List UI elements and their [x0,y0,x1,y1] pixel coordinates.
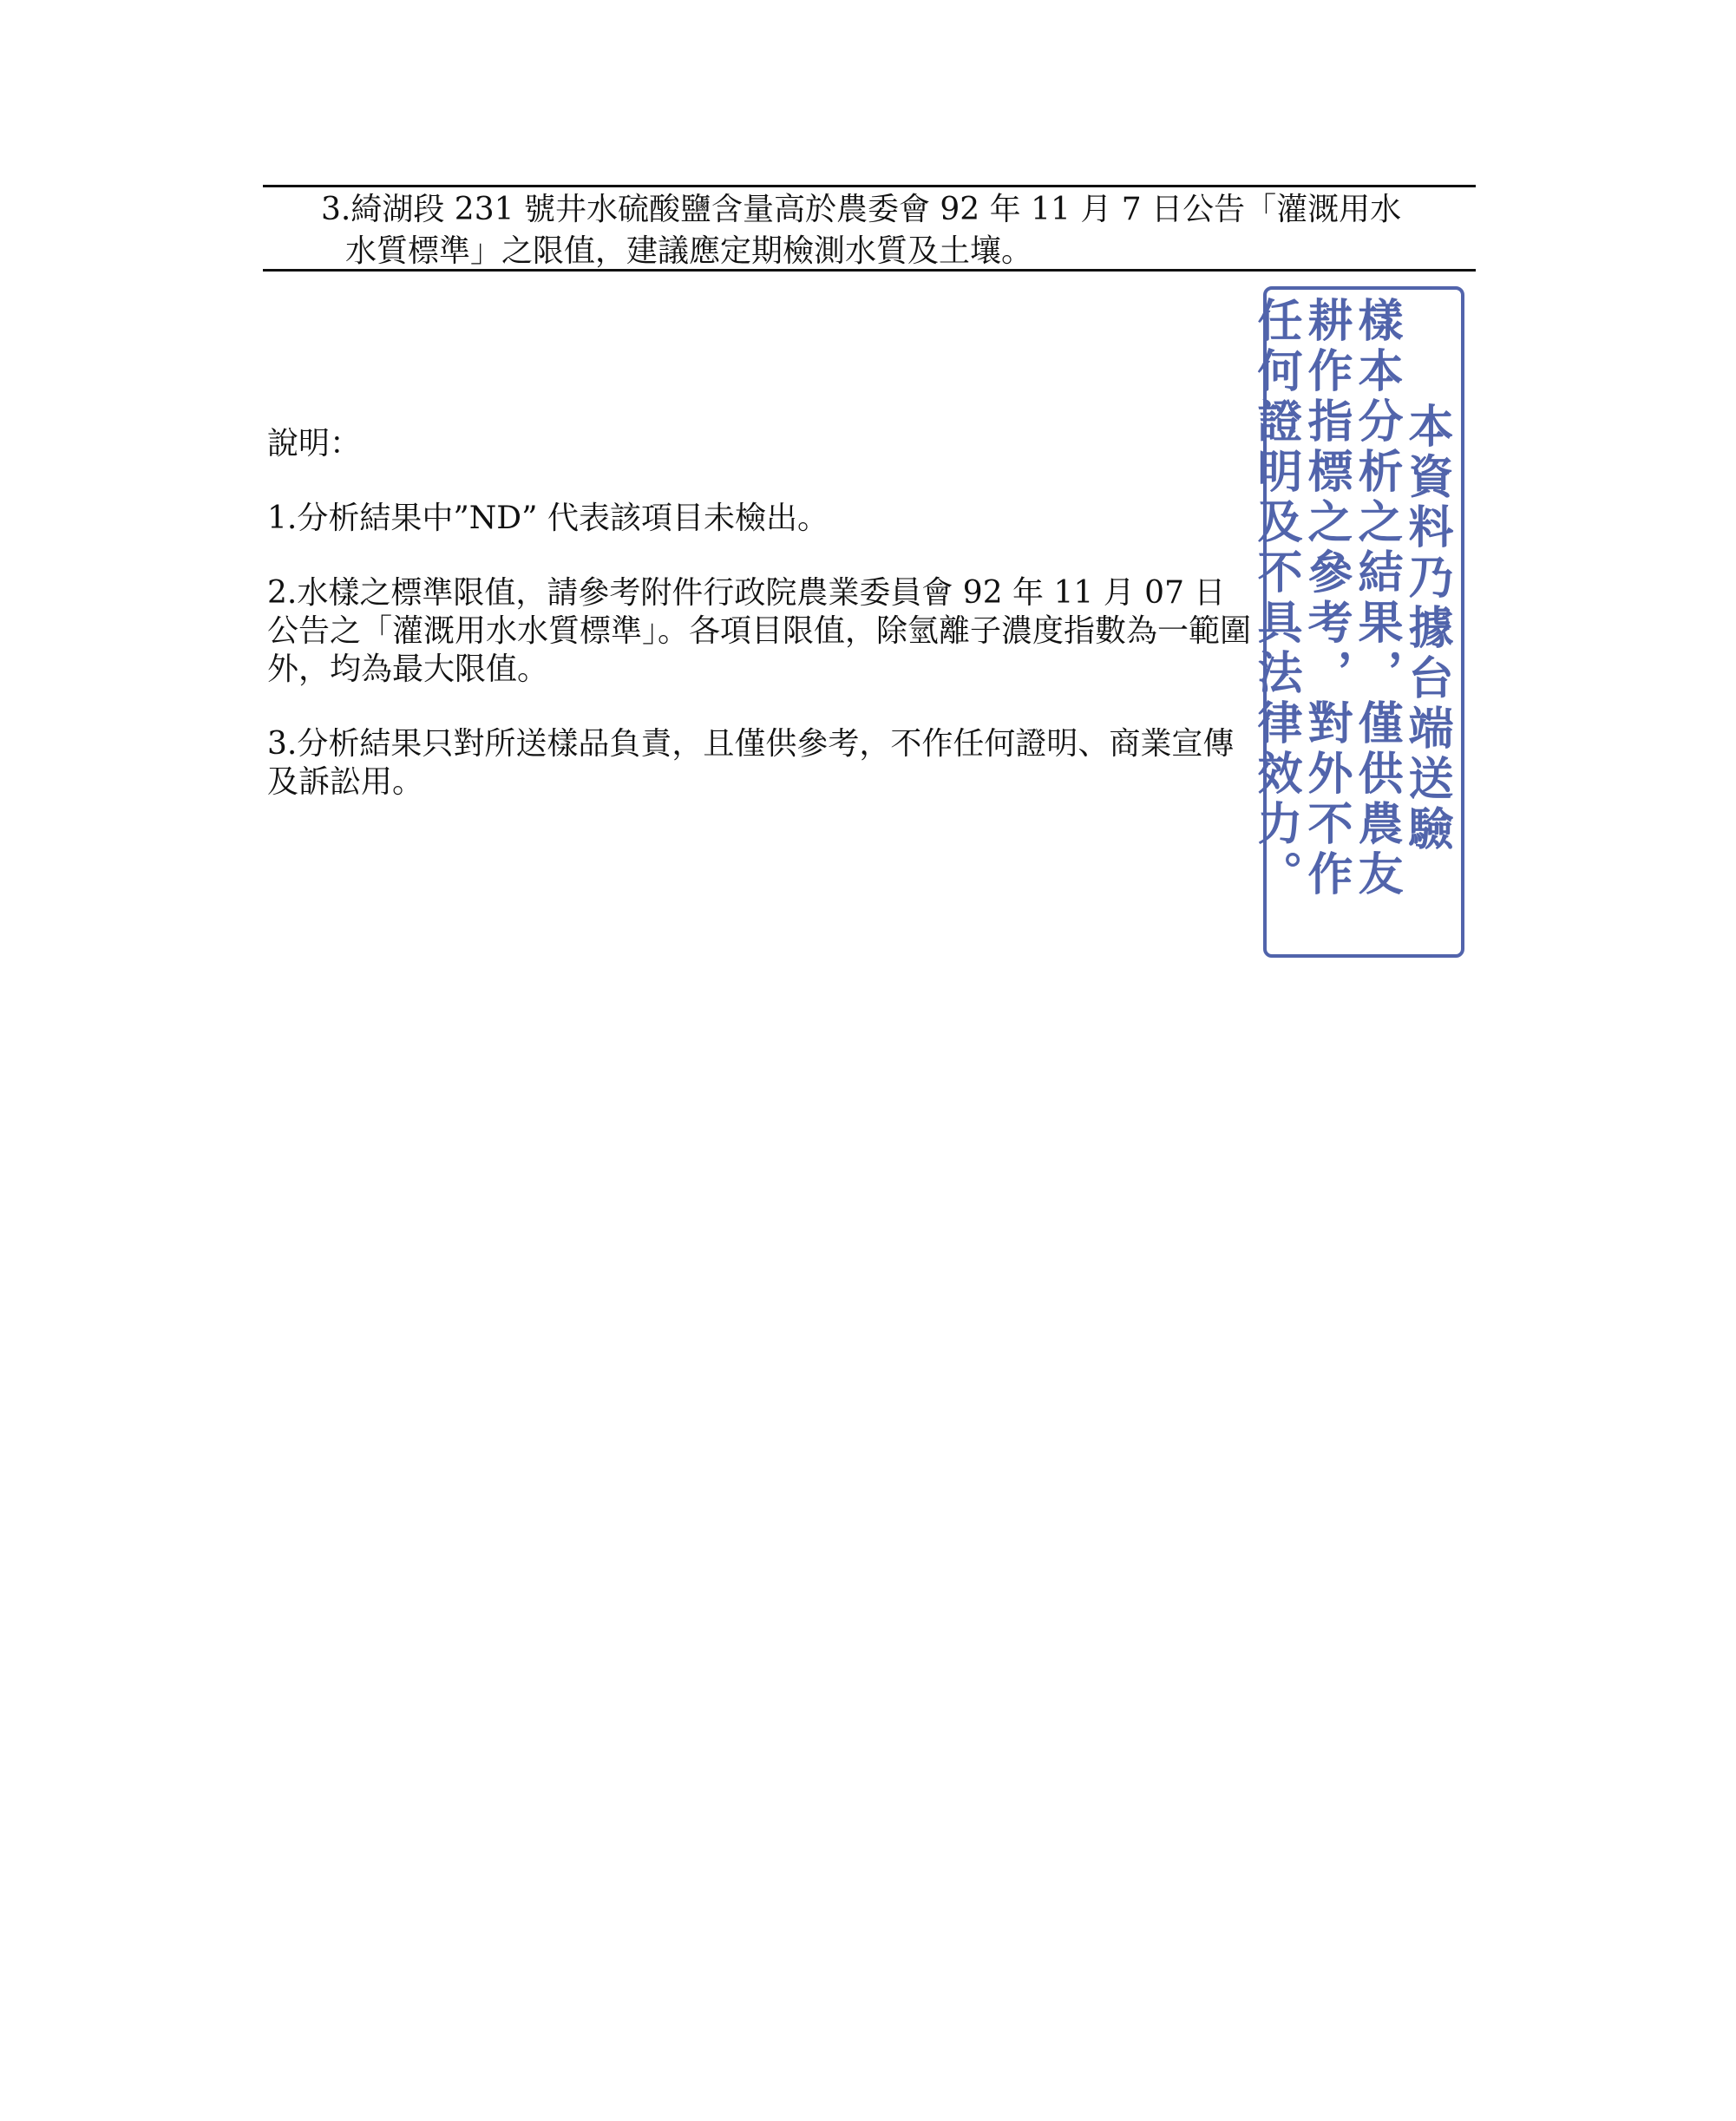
explanation-item-3: 3.分析結果只對所送樣品負責，且僅供參考，不作任何證明、商業宣傳及訴訟用。 [267,726,1235,800]
top-rule [263,185,1476,187]
remark-note [321,189,1475,272]
remark-line-1: 3.綺湖段 231 號井水硫酸鹽含量高於農委會 92 年 11 月 7 日公告「灌溉用水 [321,192,1402,227]
explanation-item-2: 2.水樣之標準限值，請參考附件行政院農業委員會 92 年 11 月 07 日公告之「灌溉用水水質標準」。各項目限值，除氫離子濃度指數為一範圍外，均為最大限值。 [267,575,1252,687]
stamp-column-2: 樣本分析之結果，僅供農友 [1350,297,1402,900]
stamp-column-3: 耕作指標之參考，對外不作 [1300,297,1352,900]
bottom-rule [263,269,1476,272]
stamp-column-1: 本資料乃據台端送驗 [1400,403,1452,855]
remark-line-2: 水質標準」之限值，建議應定期檢測水質及土壤。 [345,233,1033,269]
stamp-column-4: 任何證明及不具法律效力。 [1249,297,1301,900]
explanation-item-1: 1.分析結果中”ND” 代表該項目未檢出。 [267,501,829,536]
disclaimer-stamp [1249,286,1464,958]
explanation-section [267,425,1256,838]
explanation-heading: 說明： [267,426,362,462]
